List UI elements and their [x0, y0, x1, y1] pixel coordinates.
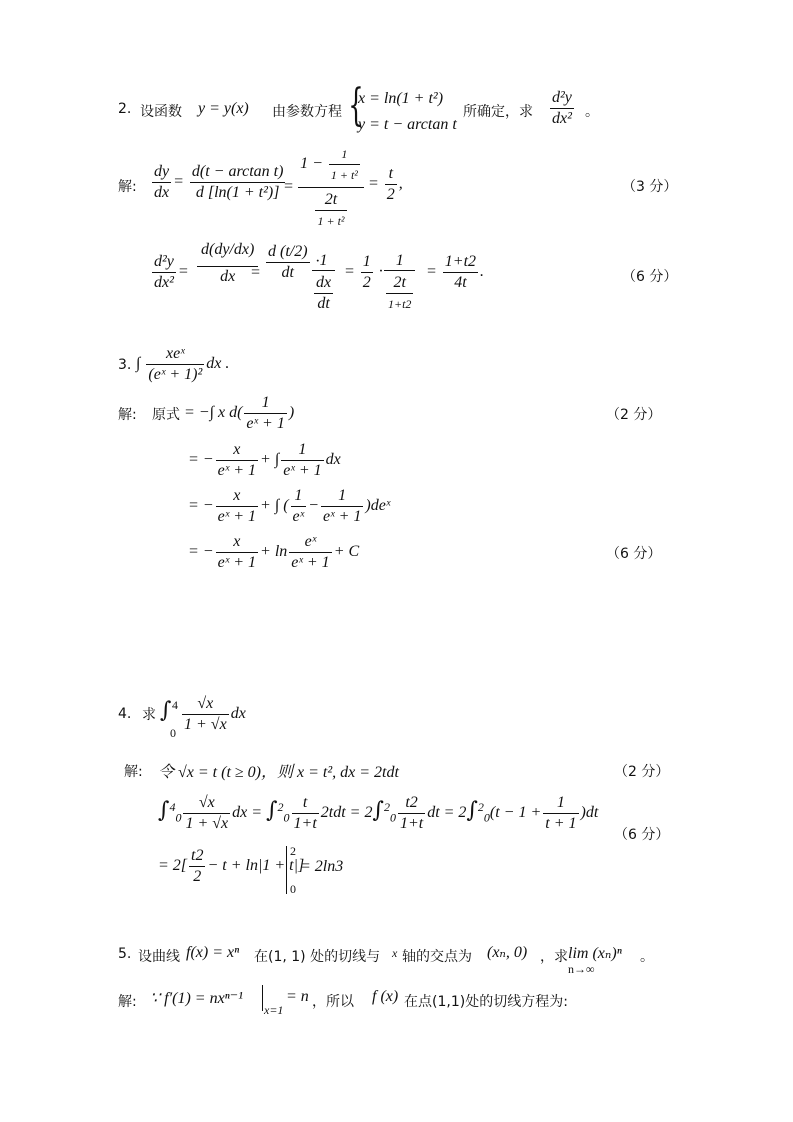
- q4-line2-a: dx =: [232, 804, 263, 822]
- q4-line2-f4-num: 1: [543, 793, 578, 814]
- q2-step2-d-den: 2: [362, 274, 371, 291]
- q3-line4-f1-den: eˣ + 1: [217, 554, 257, 571]
- q2-eq1: x = ln(1 + t²): [358, 90, 444, 107]
- q3-line2-b: + ∫: [260, 451, 280, 469]
- q4-line2-e: )dt: [580, 804, 599, 822]
- q5-solution-label: 解:: [118, 994, 137, 1010]
- q5-limit-sub: n→∞: [568, 962, 595, 976]
- q2-step1-lhs-den: dx: [154, 184, 170, 201]
- q4-line3-f-den: 2: [193, 868, 202, 885]
- q3-line2-f2-num: 1: [281, 440, 323, 461]
- q2-step1-b-den-num: 2t: [315, 190, 346, 211]
- q5-number: 5.: [118, 946, 132, 962]
- q3-line4-f1-num: x: [216, 532, 258, 553]
- q3-line2-a: = −: [188, 451, 214, 469]
- q4-line2-upper3: 2: [383, 799, 390, 814]
- q3-line1-frac-num: 1: [244, 393, 286, 414]
- q4-line2: ∫$^4_0$ $\frac{√x}{1 + √x}$ dx = ∫$^2_0$ $\frac{t}{1+t}$ 2tdt = 2∫$^2_0$ $\frac{t2}{1+t}$ dt = 2∫$^2_0$(t − 1 + $\frac{1}{t + 1}$ )dt: [158, 794, 599, 832]
- q2-target: [548, 88, 576, 129]
- q4-line3-b: − t + ln|1 + t|]: [207, 857, 305, 875]
- q4-problem: [180, 694, 246, 735]
- q3-line4: [188, 532, 359, 573]
- q2-step2-eq1: =: [250, 264, 261, 281]
- q2-step1-lhs-num: dy: [152, 162, 171, 183]
- q2-score-2: （6 分）: [622, 269, 678, 285]
- q4-line2-lower1: 0: [175, 810, 182, 825]
- q2-step1: $\frac{dy}{dx}$ = $\frac{\text{d(t − arctan t)}}{\text{d [ln(1 + t²)]}}$: [154, 163, 284, 201]
- q2-step1-a-num: d(t − arctan t): [190, 162, 286, 183]
- q5-point: (xₙ, 0): [487, 944, 528, 961]
- q2-eq2: y = t − arctan t: [358, 116, 457, 133]
- q2-end: 。: [585, 104, 599, 120]
- q2-step1-result: = $\frac{t}{2}$ ,: [368, 165, 403, 203]
- q4-substitution: 令 √x = t (t ≥ 0)，则 x = t², dx = 2tdt: [158, 764, 399, 781]
- q3-line1-expr: = −∫ x d(: [184, 404, 243, 422]
- q4-upper: 4: [172, 698, 178, 712]
- q2-intro: 设函数: [140, 104, 182, 120]
- q2-target-num: d²y: [550, 88, 574, 109]
- q4-lower: 0: [170, 726, 176, 740]
- q2-step2-d-num: 1: [361, 252, 373, 273]
- q4-line2-f2-den: 1+t: [293, 815, 317, 832]
- q4-line2-lower3: 0: [389, 810, 396, 825]
- q2-step2-e-num: 1: [384, 252, 415, 271]
- q3-line3-f2-num: 1: [291, 486, 307, 507]
- q4-line2-d: (t − 1 +: [489, 804, 542, 822]
- q2-score-1: （3 分）: [622, 179, 678, 195]
- q5-function: f(x) = xⁿ: [186, 944, 240, 961]
- q2-step2-f: = $\frac{1+t2}{4t}$ .: [426, 253, 485, 291]
- q2-step2-lhs-num: d²y: [152, 252, 176, 273]
- q4-integrand-den: 1 + √x: [184, 716, 227, 733]
- q2-step2-f-den: 4t: [454, 274, 467, 291]
- q4-line2-f3-num: t2: [398, 793, 425, 814]
- q3-line3-f3-den: eˣ + 1: [322, 508, 362, 525]
- q4-line3-a: = 2[: [158, 857, 188, 875]
- q4-line2-upper4: 2: [477, 799, 484, 814]
- q3-integrand-num: xeˣ: [146, 344, 204, 365]
- q3-score-2: （6 分）: [606, 546, 662, 562]
- q2-step1-c-den: 2: [386, 186, 395, 203]
- q3-score-1: （2 分）: [606, 407, 662, 423]
- q4-line2-f3-den: 1+t: [399, 815, 424, 832]
- q3-line3-f3-num: 1: [321, 486, 363, 507]
- q4-dx: dx: [230, 705, 246, 723]
- q5-text4: ，求: [540, 949, 568, 965]
- q4-line3-lower: 0: [290, 882, 296, 896]
- q5-axis: x: [392, 946, 398, 960]
- q2-step2-e-den-den: 1+t2: [388, 297, 412, 311]
- q2-step2-c-num: 1: [312, 252, 335, 271]
- q2-brace: {: [348, 80, 364, 131]
- q4-line3: [158, 846, 304, 887]
- q5-end: 。: [640, 949, 654, 965]
- q3-dx: dx .: [206, 355, 230, 373]
- q2-step2-lhs: $\frac{\text{d²y}}{\text{dx²}}$ =: [154, 253, 189, 291]
- q2-after: 所确定，求: [463, 104, 533, 120]
- q4-line2-upper1: 4: [169, 799, 176, 814]
- q3-line1-frac-den: eˣ + 1: [246, 415, 285, 432]
- q3-line2-f1-num: x: [216, 440, 258, 461]
- q2-step1-a-den: d [ln(1 + t²)]: [195, 184, 280, 201]
- q3-line3-minus: −: [308, 497, 319, 515]
- q4-line2-f1-num: √x: [183, 793, 230, 814]
- q4-line2-lower4: 0: [483, 810, 490, 825]
- q3-line3-c: )deˣ: [365, 497, 391, 515]
- q3-line1-close: ): [288, 404, 295, 422]
- q3-integrand-den: (eˣ + 1)²: [148, 366, 203, 383]
- q4-integral-sign: ∫: [160, 698, 172, 723]
- q3-line3: [188, 486, 390, 527]
- q3-line2-f1-den: eˣ + 1: [217, 462, 257, 479]
- q5-text2: 在(1, 1) 处的切线与: [254, 949, 381, 965]
- q3-line1-prefix: 原式: [152, 407, 180, 423]
- q2-step1-b-den-den: 1 + t²: [317, 214, 345, 228]
- q4-number: 4.: [118, 706, 132, 722]
- q2-solution-label: 解:: [118, 179, 137, 195]
- q5-text1: 设曲线: [138, 949, 180, 965]
- q2-step2-a-num: d(dy/dx): [197, 234, 258, 267]
- q2-step2-b-den: dt: [281, 264, 294, 281]
- q4-line2-f4-den: t + 1: [545, 815, 577, 832]
- q3-line3-f1-num: x: [216, 486, 258, 507]
- q3-line3-b: + ∫ (: [260, 497, 289, 515]
- q3-line2-f2-den: eˣ + 1: [283, 462, 322, 479]
- q3-line4-b: + ln: [260, 543, 288, 561]
- q2-number: 2.: [118, 101, 132, 117]
- q2-function: y = y(x): [198, 100, 249, 117]
- q3-problem: ∫ $\frac{\text{xeˣ}}{\text{(eˣ + 1)²}}$ dx .: [136, 345, 230, 383]
- q5-text3: 轴的交点为: [402, 949, 472, 965]
- q2-step2-f-num: 1+t2: [443, 252, 478, 273]
- q2-step1-b-in-den: 1 + t²: [330, 168, 358, 182]
- q3-line3-a: = −: [188, 497, 214, 515]
- q4-line3-f-num: t2: [189, 846, 205, 867]
- q2-step2-c: [312, 252, 335, 314]
- q3-line1: [184, 393, 294, 434]
- q5-sol-expr: ∵ f′(1) = nxⁿ⁻¹: [150, 990, 243, 1007]
- q2-step1-b-top: 1 −: [300, 155, 323, 173]
- q4-line3-result: = 2ln3: [300, 858, 344, 875]
- q5-limit: lim (xₙ)ⁿ: [568, 945, 622, 962]
- q3-line4-a: = −: [188, 543, 214, 561]
- q5-sol-text: ，所以: [312, 994, 354, 1010]
- q4-ask: 求: [142, 707, 156, 723]
- q4-line3-upper: 2: [290, 844, 296, 858]
- q5-sol-text2: 在点(1,1)处的切线方程为:: [404, 994, 568, 1010]
- q2-step1-eq1: =: [283, 178, 294, 195]
- q2-step2-e-den-num: 2t: [386, 273, 413, 294]
- q2-step2-d: = $\frac{1}{2}$ ·: [344, 253, 383, 291]
- q5-sol-func: f (x): [372, 988, 399, 1005]
- q2-step2-a-den: dx: [220, 268, 236, 285]
- q2-step1-b-in-num: 1: [329, 144, 360, 165]
- q2-step2-lhs-den: dx²: [154, 274, 174, 291]
- q5-sol-eval: x=1: [264, 1003, 284, 1017]
- q2-step1-comma: ,: [398, 175, 403, 193]
- q4-integrand-num: √x: [182, 694, 229, 715]
- q5-sol-eq: = n: [286, 988, 309, 1005]
- q4-line2-lower2: 0: [283, 810, 290, 825]
- q2-step2-b: $\frac{d (t/2)}{dt}$ ·: [268, 243, 320, 281]
- q3-line3-f1-den: eˣ + 1: [217, 508, 257, 525]
- q3-line4-c: + C: [333, 543, 360, 561]
- q4-line2-b: 2tdt = 2: [320, 804, 373, 822]
- q4-line2-upper2: 2: [277, 799, 284, 814]
- q2-step2-e: [384, 252, 415, 314]
- q4-score-1: （2 分）: [614, 764, 670, 780]
- q4-line2-c: dt = 2: [427, 804, 467, 822]
- q4-line2-f2-num: t: [292, 793, 319, 814]
- q3-line4-f2-num: eˣ: [289, 532, 331, 553]
- q5-eval-bar: [262, 985, 263, 1011]
- q3-line4-f2-den: eˣ + 1: [291, 554, 330, 571]
- q2-middle: 由参数方程: [272, 104, 342, 120]
- q2-target-den: dx²: [552, 110, 572, 127]
- q2-step1-c-num: t: [385, 164, 397, 185]
- q2-step2-c-den-num: dx: [314, 273, 333, 294]
- q2-step1-complex: [298, 144, 364, 231]
- q4-line2-f1-den: 1 + √x: [185, 815, 229, 832]
- q3-line2-c: dx: [325, 451, 341, 469]
- q3-number: 3.: [118, 357, 132, 373]
- q3-line2: [188, 440, 341, 481]
- q4-solution-label: 解:: [124, 764, 143, 780]
- q2-step2-b-num: d (t/2): [266, 242, 310, 263]
- q3-line3-f2-den: eˣ: [292, 508, 305, 525]
- q4-eval-bar: [286, 846, 287, 894]
- q3-solution-label: 解:: [118, 407, 137, 423]
- q2-step2-c-den-den: dt: [317, 295, 330, 312]
- q4-score-2: （6 分）: [614, 827, 670, 843]
